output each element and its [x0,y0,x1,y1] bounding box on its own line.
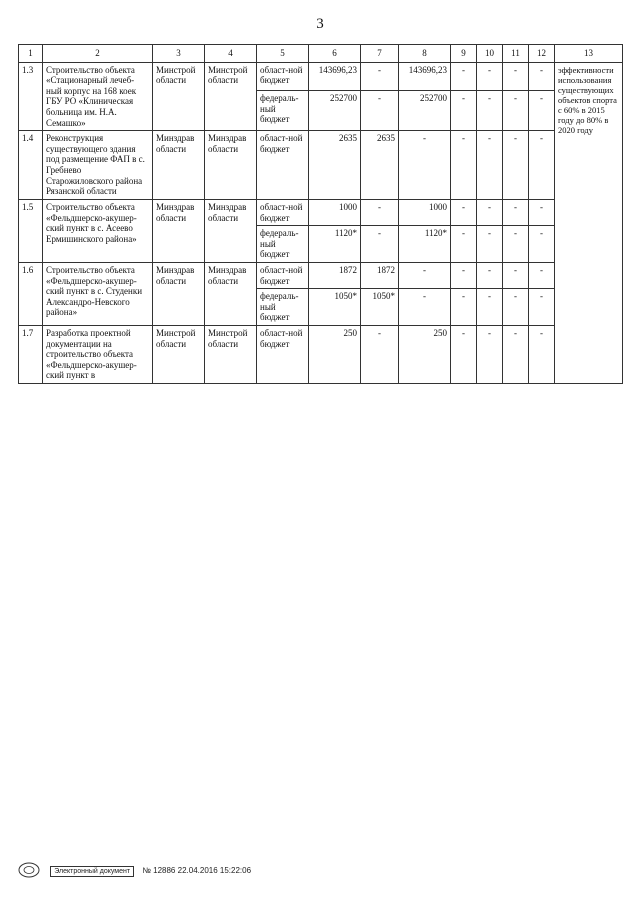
executor: Минздрав области [205,262,257,325]
year-value: - [503,262,529,288]
year-value: 143696,23 [399,62,451,91]
funding-source: област-ной бюджет [257,199,309,225]
year-value: - [529,262,555,288]
year-value: - [529,226,555,263]
executor: Минздрав области [205,199,257,262]
executor: Минздрав области [205,131,257,200]
expected-result: эффективности использования существующих объектов спорта с 60% в 2015 году до 80% в 2020 году [555,62,623,383]
column-header: 12 [529,45,555,63]
year-value: - [477,326,503,384]
column-header: 2 [43,45,153,63]
year-value: 1000 [399,199,451,225]
budget-table [18,44,623,384]
measure-name: Строительство объекта «Фельдшерско-акушер-ский пункт в с. Асеево Ермишинского района» [43,199,153,262]
funding-source: област-ной бюджет [257,62,309,91]
total-amount: 250 [309,326,361,384]
year-value: - [477,62,503,91]
total-amount: 1120* [309,226,361,263]
year-value: - [361,226,399,263]
year-value: - [399,289,451,326]
year-value: - [477,226,503,263]
year-value: - [503,199,529,225]
year-value: - [477,262,503,288]
column-header: 8 [399,45,451,63]
column-header: 13 [555,45,623,63]
seal-icon [18,862,40,880]
year-value: - [399,262,451,288]
year-value: - [529,289,555,326]
year-value: - [361,199,399,225]
funding-source: федераль-ный бюджет [257,289,309,326]
funding-source: област-ной бюджет [257,326,309,384]
table-row [19,62,623,91]
document-timestamp: 22.04.2016 15:22:06 [177,866,252,876]
executor: Минстрой области [205,62,257,131]
table-row [19,131,623,200]
year-value: - [451,326,477,384]
funding-source: област-ной бюджет [257,262,309,288]
year-value: - [451,199,477,225]
row-number: 1.4 [19,131,43,200]
table-row [19,262,623,288]
total-amount: 1872 [309,262,361,288]
column-header: 10 [477,45,503,63]
column-number-row [19,45,623,63]
customer: Минстрой области [153,326,205,384]
document-number: № 12886 [142,866,176,876]
funding-source: федераль-ный бюджет [257,226,309,263]
year-value: 252700 [399,91,451,131]
row-number: 1.3 [19,62,43,131]
year-value: - [477,199,503,225]
total-amount: 1000 [309,199,361,225]
page-number: 3 [316,16,324,32]
funding-source: област-ной бюджет [257,131,309,200]
customer: Минстрой области [153,62,205,131]
year-value: - [451,226,477,263]
year-value: - [361,326,399,384]
customer: Минздрав области [153,131,205,200]
year-value: - [361,91,399,131]
year-value: - [529,199,555,225]
measure-name: Разработка проектной документации на строительство объекта «Фельдшерско-акушер-ский пункт в [43,326,153,384]
year-value: - [477,131,503,200]
total-amount: 1050* [309,289,361,326]
year-value: - [503,62,529,91]
year-value: - [529,326,555,384]
row-number: 1.7 [19,326,43,384]
document-footer [18,862,622,880]
year-value: - [451,91,477,131]
year-value: - [529,62,555,91]
year-value: - [503,91,529,131]
executor: Минстрой области [205,326,257,384]
year-value: - [451,289,477,326]
row-number: 1.5 [19,199,43,262]
measure-name: Строительство объекта «Стационарный лечеб-ный корпус на 168 коек ГБУ РО «Клиническая больница им. Н.А. Семашко» [43,62,153,131]
year-value: - [503,289,529,326]
year-value: 2635 [361,131,399,200]
year-value: - [477,289,503,326]
year-value: - [399,131,451,200]
column-header: 5 [257,45,309,63]
total-amount: 143696,23 [309,62,361,91]
column-header: 6 [309,45,361,63]
measure-name: Строительство объекта «Фельдшерско-акушер-ский пункт в с. Студенки Александро-Невского района» [43,262,153,325]
electronic-document-stamp: Электронный документ [50,866,134,877]
year-value: - [503,226,529,263]
funding-source: федераль-ный бюджет [257,91,309,131]
column-header: 9 [451,45,477,63]
year-value: - [529,91,555,131]
year-value: - [451,62,477,91]
column-header: 11 [503,45,529,63]
table-row [19,326,623,384]
year-value: 250 [399,326,451,384]
year-value: - [361,62,399,91]
total-amount: 2635 [309,131,361,200]
row-number: 1.6 [19,262,43,325]
year-value: 1050* [361,289,399,326]
year-value: 1120* [399,226,451,263]
customer: Минздрав области [153,262,205,325]
column-header: 1 [19,45,43,63]
column-header: 4 [205,45,257,63]
year-value: - [503,131,529,200]
year-value: - [451,131,477,200]
measure-name: Реконструкция существующего здания под размещение ФАП в с. Гребнево Старожиловского района Рязанской области [43,131,153,200]
total-amount: 252700 [309,91,361,131]
customer: Минздрав области [153,199,205,262]
year-value: - [451,262,477,288]
year-value: - [503,326,529,384]
year-value: 1872 [361,262,399,288]
column-header: 3 [153,45,205,63]
table-row [19,199,623,225]
year-value: - [477,91,503,131]
year-value: - [529,131,555,200]
column-header: 7 [361,45,399,63]
